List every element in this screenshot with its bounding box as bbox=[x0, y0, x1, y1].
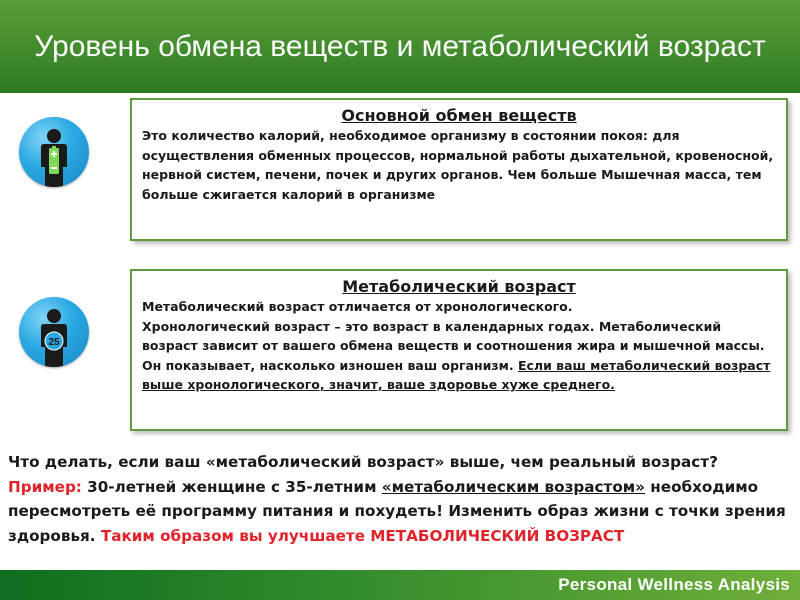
page-title: Уровень обмена веществ и метаболический возраст bbox=[34, 29, 766, 63]
example-label: Пример: bbox=[8, 477, 88, 496]
metabolic-age-paragraph bbox=[142, 317, 776, 395]
footer-bar bbox=[0, 570, 800, 600]
metabolic-age-warning: Если ваш метаболический возраст выше хронологического, значит, ваше здоровье хуже среднего. bbox=[142, 357, 771, 392]
advice-question: Что делать, если ваш «метаболический возраст» выше, чем реальный возраст? bbox=[8, 453, 718, 471]
example-text: 30-летней женщине с 35-летним bbox=[87, 477, 382, 496]
advice-conclusion: Таким образом вы улучшаете МЕТАБОЛИЧЕСКИЙ ВОЗРАСТ bbox=[100, 526, 625, 545]
age-badge-number: 25 bbox=[48, 337, 60, 348]
person-age-icon bbox=[19, 297, 89, 367]
advice-action: необходимо пересмотреть её программу питания и похудеть! Изменить образ жизни с точки зрения здоровья. bbox=[8, 477, 786, 545]
metabolic-age-title: Метаболический возраст bbox=[342, 277, 576, 296]
metabolic-age-text bbox=[142, 297, 776, 395]
basal-metabolism-title: Основной обмен веществ bbox=[341, 106, 577, 125]
person-battery-icon bbox=[19, 117, 89, 187]
example-underlined: «метаболическим возрастом» bbox=[381, 477, 645, 496]
metabolic-age-description: Хронологический возраст – это возраст в календарных годах. Метаболический возраст зависит от вашего обмена веществ и соотношения жира и мышечной массы. Он показывает, насколько изношен ваш организм. bbox=[142, 318, 765, 373]
metabolic-age-card bbox=[130, 269, 788, 431]
basal-metabolism-text: Это количество калорий, необходимое организму в состоянии покоя: для осуществления обменных процессов, нормальной работы дыхательной, кровеносной, нервной систем, печени, почек и других органов. Чем больше Мышечная масса, тем больше сжигается калорий в организме bbox=[142, 128, 774, 202]
metabolic-age-line: Метаболический возраст отличается от хронологического. bbox=[142, 299, 573, 314]
footer-brand: Personal Wellness Analysis bbox=[558, 575, 790, 594]
title-banner bbox=[0, 0, 800, 93]
basal-metabolism-card bbox=[130, 98, 788, 241]
advice-paragraph bbox=[8, 450, 792, 548]
